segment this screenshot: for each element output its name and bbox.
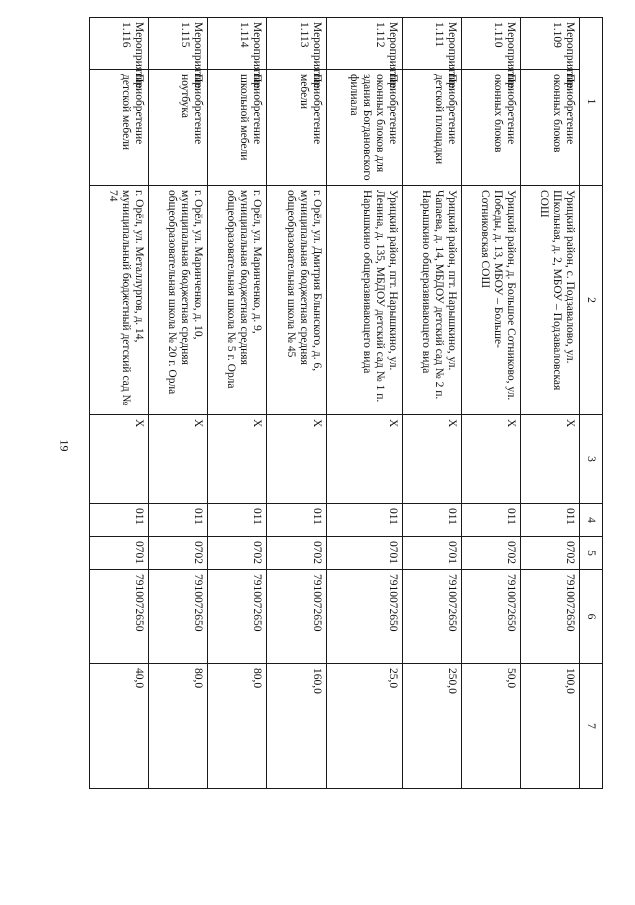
col5-cell: 0702 [461,537,520,570]
header-cell-7: 7 [580,664,603,789]
event-cell: Мероприятие 1.109 [520,18,579,70]
col5-cell: 0701 [90,537,149,570]
budget-table [89,17,603,789]
col6-cell: 7910072650 [149,570,208,664]
table-row [90,18,149,789]
action-cell: Приобретение оконных блоков для здания Богдановского филиала [326,70,402,186]
col4-cell: 011 [402,504,461,537]
action-cell: Приобретение мебели [267,70,326,186]
amount-cell: 25,0 [326,664,402,789]
amount-cell: 80,0 [149,664,208,789]
table-row [326,18,402,789]
col6-cell: 7910072650 [461,570,520,664]
action-cell: Приобретение оконных блоков [520,70,579,186]
address-cell: Урицкий район, пгт. Нарышкино, ул. Чапаева, д. 14, МБДОУ детский сад № 2 п. Нарышкино общеразвивающего вида [402,186,461,415]
header-cell-3: 3 [580,415,603,504]
col3-cell: Х [90,415,149,504]
event-cell: Мероприятие 1.111 [402,18,461,70]
col4-cell: 011 [149,504,208,537]
event-cell: Мероприятие 1.113 [267,18,326,70]
col6-cell: 7910072650 [208,570,267,664]
event-cell: Мероприятие 1.114 [208,18,267,70]
table-row [208,18,267,789]
rotated-table-container [89,17,603,788]
address-cell: г. Орёл, ул. Маринченко, д. 10, муниципальная бюджетная средняя общеобразовательная школа № 20 г. Орла [149,186,208,415]
col4-cell: 011 [326,504,402,537]
col5-cell: 0702 [208,537,267,570]
col5-cell: 0702 [149,537,208,570]
action-cell: Приобретение ноутбука [149,70,208,186]
col3-cell: Х [461,415,520,504]
address-cell: г. Орёл, ул. Дмитрия Блынского, д. 6, муниципальная бюджетная средняя общеобразовательная школа № 45 [267,186,326,415]
table-row [520,18,579,789]
amount-cell: 80,0 [208,664,267,789]
col3-cell: Х [402,415,461,504]
event-cell: Мероприятие 1.115 [149,18,208,70]
table-row [402,18,461,789]
event-cell: Мероприятие 1.116 [90,18,149,70]
col5-cell: 0701 [326,537,402,570]
table-row [149,18,208,789]
action-cell: Приобретение школьной мебели [208,70,267,186]
event-cell: Мероприятие 1.110 [461,18,520,70]
address-cell: г. Орёл, ул. Маринченко, д. 9, муниципальная бюджетная средняя общеобразовательная школа № 5 г. Орла [208,186,267,415]
address-cell: Урицкий район, с. Подзавалово, ул. Школьная, д. 2, МБОУ – Подзаваловская СОШ [520,186,579,415]
header-row [580,18,603,789]
col4-cell: 011 [520,504,579,537]
header-cell-2: 2 [580,186,603,415]
col4-cell: 011 [461,504,520,537]
col4-cell: 011 [90,504,149,537]
table-row [461,18,520,789]
col4-cell: 011 [267,504,326,537]
col5-cell: 0702 [267,537,326,570]
page-number: 19 [57,439,72,452]
address-cell: г. Орёл, ул. Металлургов, д. 14, муниципальный бюджетный детский сад № 74 [90,186,149,415]
col6-cell: 7910072650 [402,570,461,664]
col6-cell: 7910072650 [520,570,579,664]
amount-cell: 50,0 [461,664,520,789]
col6-cell: 7910072650 [326,570,402,664]
action-cell: Приобретение оконных блоков [461,70,520,186]
action-cell: Приобретение детской мебели [90,70,149,186]
address-cell: Урицкий район, д. Большое Сотниково, ул. Победы, д. 13, МБОУ – Больше-Сотниковская СОШ [461,186,520,415]
amount-cell: 40,0 [90,664,149,789]
col6-cell: 7910072650 [90,570,149,664]
col5-cell: 0702 [520,537,579,570]
amount-cell: 250,0 [402,664,461,789]
col3-cell: Х [208,415,267,504]
col5-cell: 0701 [402,537,461,570]
col3-cell: Х [149,415,208,504]
col4-cell: 011 [208,504,267,537]
header-cell-6: 6 [580,570,603,664]
header-cell-4: 4 [580,504,603,537]
header-cell-1: 1 [580,18,603,186]
table-row [267,18,326,789]
event-cell: Мероприятие 1.112 [326,18,402,70]
amount-cell: 160,0 [267,664,326,789]
address-cell: Урицкий район, пгт. Нарышкино, ул. Ленина, д. 135, МБДОУ детский сад № 1 п. Нарышкино общеразвивающего вида [326,186,402,415]
action-cell: Приобретение детской площадки [402,70,461,186]
col3-cell: Х [267,415,326,504]
amount-cell: 100,0 [520,664,579,789]
header-cell-5: 5 [580,537,603,570]
col6-cell: 7910072650 [267,570,326,664]
col3-cell: Х [520,415,579,504]
col3-cell: Х [326,415,402,504]
